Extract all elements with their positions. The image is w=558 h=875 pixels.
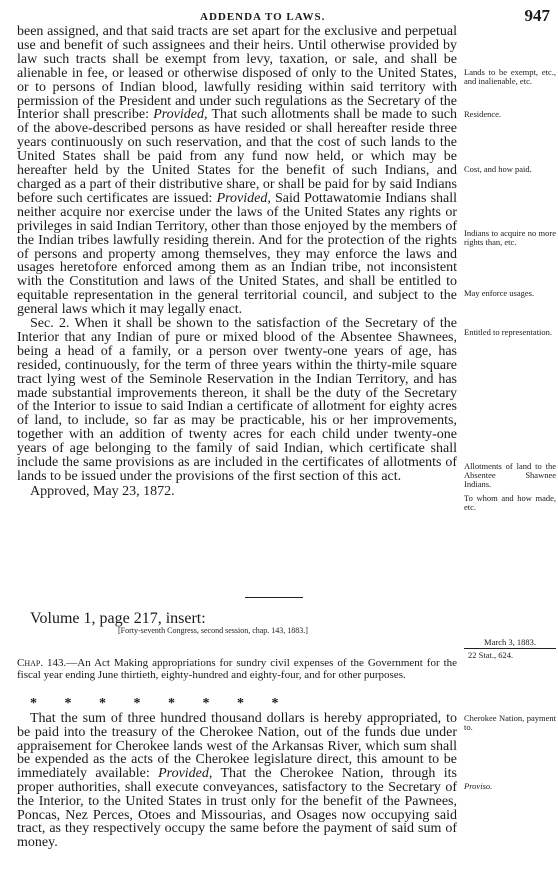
cherokee-text-a: That the sum of three hundred thousand dollars is hereby appropriated, to be paid into the treasury of the Cherokee Nation, out of the funds due under appraisement for Cherokee lands west of the Arkansas River, which sum shall be expended as the acts of the Cherokee legislature direct, this amount to be immediately available: (17, 711, 457, 782)
section-1-text-c: Said Pottawatomie Indians shall neither acquire nor exercise under the laws of the United States any rights or privileges in said Indian Territory, other than those enjoyed by the members of the Indian tribes lawfully residing therein. And for the protection of the rights of persons and property among themselves, they may enforce the laws and usages heretofore enforced among them as an Indian tribe, not inconsistent with the Constitution and laws of the United States, and shall be entitled to equitable representation in the general territorial council, and subject to the general laws which it may legally enact. (17, 190, 458, 318)
margin-note-usages: May enforce usages. (464, 288, 535, 298)
proviso-1-label: Provided, (153, 107, 208, 123)
running-head: ADDENDA TO LAWS. (200, 11, 326, 23)
approved-line: Approved, May 23, 1872. (30, 483, 175, 499)
section-1-text-b: That such allotments shall be made to such of the above-described persons as have resided or shall hereafter reside three years continuously on such reservation, and that the cost of such lands to the United States shall be paid from any fund now held, or which may be hereafter held by the United States for the benefit of such Indians, and charged as a part of their distributive share, or shall be paid for by said Indians before such certificates are issued: (17, 107, 457, 206)
act-title-text: —An Act Making appropriations for sundry civil expenses of the Government for the fiscal year ending June thirtieth, eighty-hundred and eighty-four, and for other purposes. (17, 657, 458, 681)
congress-source-line: [Forty-seventh Congress, second session, chap. 143, 1883.] (118, 626, 308, 635)
chapter-label: Chap. 143. (17, 657, 67, 669)
section-divider (245, 597, 303, 598)
margin-note-how-made: To whom and how made, etc. (464, 493, 556, 512)
volume-insert-heading: Volume 1, page 217, insert: (30, 610, 206, 627)
cherokee-paragraph (17, 712, 457, 850)
section-1-paragraph (17, 25, 457, 317)
margin-note-residence: Residence. (464, 109, 502, 119)
margin-note-rights: Indians to acquire no more rights than, etc. (464, 228, 556, 247)
margin-note-allotments: Allotments of land to the Absentee Shawnee Indians. (464, 461, 556, 489)
margin-note-proviso: Proviso. (464, 781, 493, 791)
margin-note-exempt: Lands to be exempt, etc., and inalienable, etc. (464, 67, 556, 86)
section-1-text-a: been assigned, and that said tracts are set apart for the exclusive and perpetual use and benefit of such assignees and their heirs. Until otherwise provided by law such tracts shall be exempt from levy, taxation, or sale, and shall be alienable in fee, or leased or otherwise disposed of only to the United States, or to persons of Indian blood, lawfully residing within said territory with permission of the President and under such regulations as the Secretary of the Interior shall prescribe: (17, 24, 457, 123)
proviso-2-label: Provided, (216, 190, 271, 206)
main-text-block (17, 25, 457, 499)
cherokee-paragraph-block (17, 712, 457, 850)
cherokee-proviso-label: Provided, (158, 766, 213, 782)
margin-note-cherokee: Cherokee Nation, payment to. (464, 713, 556, 732)
margin-note-representation: Entitled to representation. (464, 327, 553, 337)
act-title (17, 657, 457, 681)
margin-note-cost: Cost, and how paid. (464, 164, 532, 174)
statute-reference: 22 Stat., 624. (468, 650, 514, 660)
section-2-paragraph: Sec. 2. When it shall be shown to the satisfaction of the Secretary of the Interior that any Indian of pure or mixed blood of the Absentee Shawnees, being a head of a family, or a person over twenty-one years of age, has resided, continuously, for the term of three years within the thirty-mile square tract lying west of the Seminole Reservation in the Indian Territory, and has made substantial improvements thereon, it shall be the duty of the Secretary of the Interior to issue to said Indian a certificate of allotment for eighty acres of land, to include, so far as may be practicable, his or her improvements, together with an addition of twenty acres for each child under twenty-one years of age belonging to the family of said Indian, which certificate shall include the same provisions as are included in the certificates of allotments of lands to be issued under the provisions of the first section of this act. (17, 316, 457, 484)
page-number: 947 (524, 6, 550, 25)
omission-asterisks: * * * * * * * * (30, 696, 279, 711)
cherokee-text-b: That the Cherokee Nation, through its proper authorities, shall execute conveyances, satisfactory to the Secretary of the Interior, to the United States in trust only for the benefit of the Pawnees, Poncas, Nez Perces, Otoes and Missourias, and Osages now occupying said tract, as they respectively occupy the same before the payment of said sum of money. (17, 766, 457, 851)
act-date: March 3, 1883. (464, 637, 556, 649)
act-date-box (464, 637, 556, 660)
